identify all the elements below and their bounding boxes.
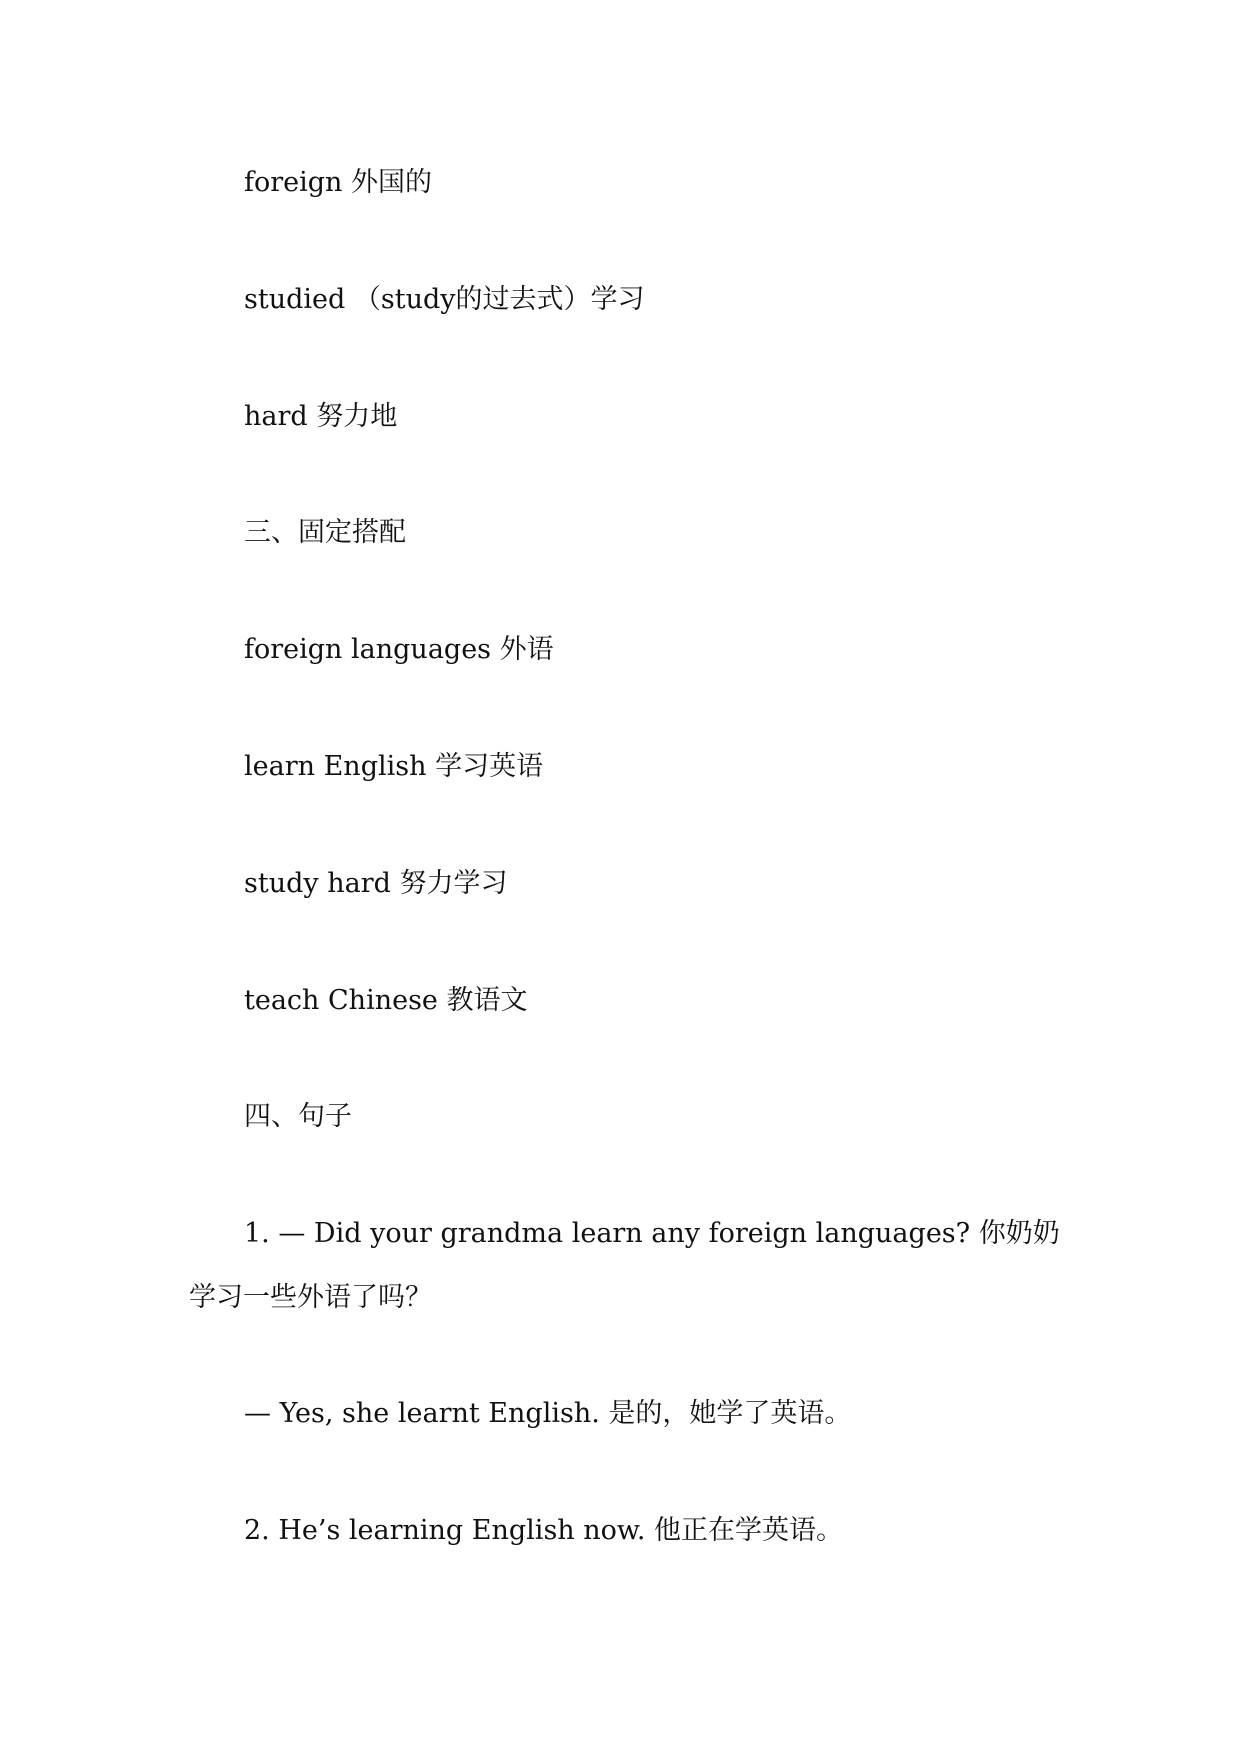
vocab-item: hard 努力地	[244, 401, 398, 432]
sentence-item: — Yes, she learnt English. 是的，她学了英语。	[244, 1398, 852, 1429]
collocation-item: study hard 努力学习	[244, 868, 508, 899]
vocab-item: studied （study的过去式）学习	[244, 284, 645, 315]
section-heading-collocations: 三、固定搭配	[244, 517, 406, 548]
collocation-item: teach Chinese 教语文	[244, 985, 528, 1016]
collocation-item: foreign languages 外语	[244, 634, 554, 665]
sentence-item: 2. He’s learning English now. 他正在学英语。	[244, 1515, 843, 1546]
sentence-item: 1. — Did your grandma learn any foreign languages? 你奶奶学习一些外语了吗？	[189, 1218, 1060, 1313]
section-heading-sentences: 四、句子	[244, 1101, 352, 1132]
collocation-item: learn English 学习英语	[244, 751, 544, 782]
vocab-item: foreign 外国的	[244, 167, 433, 198]
